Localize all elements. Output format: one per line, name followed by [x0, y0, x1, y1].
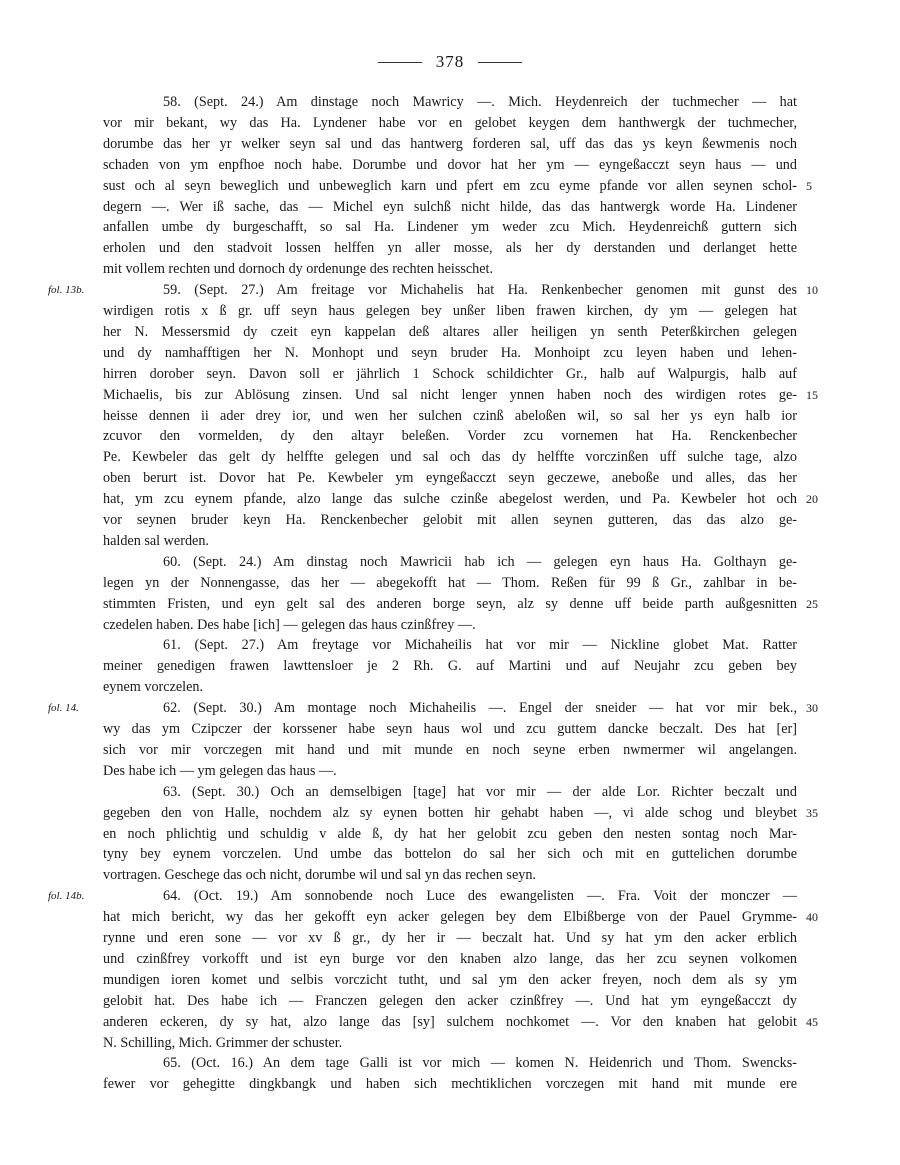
text-line: wy das ym Czipczer der korssener habe seyn haus wol und zcu guttem dancke beczalt. Des hat [er]	[103, 721, 797, 737]
text-line: schaden von ym enpfhoe noch habe. Dorumbe und dovor hat her ym — eyngeßacczt seyn haus — und	[103, 156, 797, 173]
text-line: vor seynen bruder keyn Ha. Renckenbecher gelobit mit allen seynen gutteren, das das alzo ge-	[103, 512, 797, 528]
text-line: 63. (Sept. 30.) Och an demselbigen [tage] hat vor mir — der alde Lor. Richter beczalt und	[163, 783, 797, 800]
folio-note: fol. 14.	[48, 702, 79, 715]
line-number: 15	[806, 387, 818, 402]
text-line: hat mich bericht, wy das her gekofft eyn acker gelegen bey dem Elbißberge von der Pauel Grymme-	[103, 909, 797, 926]
line-number: 45	[806, 1014, 818, 1029]
folio-note: fol. 14b.	[48, 890, 85, 903]
text-line: 62. (Sept. 30.) Am montage noch Michaheilis —. Engel der sneider — hat vor mir bek.,	[163, 700, 797, 717]
text-line: 64. (Oct. 19.) Am sonnobende noch Luce des ewangelisten —. Fra. Voit der monczer —	[163, 888, 797, 905]
text-line: Michaelis, bis zur Ablösung zinsen. Und sal nicht lenger ynnen haben noch des wirdigen rotes ge-	[103, 386, 797, 403]
text-line: N. Schilling, Mich. Grimmer der schuster.	[103, 1034, 343, 1051]
text-line: hat, ym zcu eynem pfande, alzo lange das sulche czinße abegelost werden, und Pa. Kewbeler hot och	[103, 491, 797, 508]
line-number: 20	[806, 492, 818, 507]
text-line: 58. (Sept. 24.) Am dinstage noch Mawricy —. Mich. Heydenreich der tuchmecher — hat	[163, 94, 797, 110]
text-line: und czinßfrey vorkofft und ist eyn burge vor den knaben alzo lange, das her zcu seynen volkomen	[103, 950, 797, 967]
line-number: 35	[806, 805, 818, 820]
text-line: her N. Messersmid dy czeit eyn kappelan deß altares aller heiligen yn senth Peterßkirchen gelegen	[103, 323, 797, 340]
text-line: 60. (Sept. 24.) Am dinstag noch Mawricii hab ich — gelegen eyn haus Ha. Golthayn ge-	[163, 553, 797, 570]
header-rule-left	[378, 62, 422, 63]
text-line: rynne und eren sone — vor xv ß gr., dy her ir — beczalt hat. Und sy hat ym den acker erblich	[103, 930, 797, 946]
text-line: eynem vorczelen.	[103, 679, 204, 696]
text-line: stimmten Fristen, und eyn gelt sal des anderen borge seyn, alz sy denne uff beide parth außgesnitten	[103, 595, 797, 612]
text-line: heisse dennen ii ader drey ior, und wen her sulchen czinß abeloßen wil, so sal her ys eyn halb ior	[103, 407, 797, 424]
text-line: vortragen. Geschege das och nicht, dorumbe wil und sal yn das rechen seyn.	[103, 867, 536, 884]
text-line: anderen eckeren, dy sy hat, alzo lange das [sy] sulchem nochkomet —. Vor den knaben hat gelobit	[103, 1013, 797, 1030]
text-line: dorumbe das her yr welker seyn sal und das hantwerg forderen sal, uff das das ys keyn ßewmenis noch	[103, 135, 797, 152]
line-number: 30	[806, 701, 818, 716]
line-number: 40	[806, 910, 818, 925]
text-line: tyny bey eynem vorczelen. Und umbe das bottelon do sal her sich och mit en guttelichen dorumbe	[103, 846, 797, 863]
text-line: halden sal werden.	[103, 532, 209, 549]
text-line: anfallen umbe dy burgeschafft, so sal Ha. Lindener ym weder zcu Mich. Heydenreichß guttern sich	[103, 219, 797, 236]
text-line: oben berurt ist. Dovor hat Pe. Kewbeler ym eyngeßacczt seyn geczewe, aneboße und alles, das her	[103, 470, 797, 487]
text-line: degern —. Wer iß sache, das — Michel eyn sulchß nicht hilde, das das hantwergk worde Ha. Lindener	[103, 198, 797, 215]
text-line: 59. (Sept. 27.) Am freitage vor Michahelis hat Ha. Renkenbecher genomen mit gunst des	[163, 282, 797, 299]
text-line: mundigen ioren komet und selbis vorczicht tutht, und sal ym den acker freyen, noch dem als sy ym	[103, 971, 797, 988]
text-line: vor mir bekant, wy das Ha. Lyndener habe vor en gelobet keygen dem hanthwergk der tuchmecher,	[103, 114, 797, 131]
header-rule-right	[478, 62, 522, 63]
text-line: gelobit hat. Des habe ich — Franczen gelegen den acker czinßfrey —. Und hat ym eyngeßacczt dy	[103, 992, 797, 1009]
text-line: hirren dorober seyn. Davon soll er jährlich 1 Schock schildichter Gr., halb auf Walpurgis, halb auf	[103, 365, 797, 382]
text-line: Des habe ich — ym gelegen das haus —.	[103, 762, 337, 779]
text-line: gegeben den von Halle, nochdem alz sy eynen botten hir gehabt haben —, vi alde schog und bleybet	[103, 804, 797, 821]
page-number: 378	[435, 52, 465, 71]
text-line: mit vollem rechten und dornoch dy ordenunge des rechten heisschet.	[103, 261, 494, 278]
text-line: legen yn der Nonnengasse, das her — abegekofft hat — Thom. Reßen für 99 ß Gr., zahlbar in be-	[103, 574, 797, 591]
folio-note: fol. 13b.	[48, 284, 85, 297]
line-number: 10	[806, 283, 818, 298]
line-number: 5	[806, 178, 812, 193]
text-line: 61. (Sept. 27.) Am freytage vor Michaheilis hat vor mir — Nickline globet Mat. Ratter	[163, 637, 797, 654]
text-line: zcuvor den vormelden, dy den altayr beleßen. Vorder zcu vornemen hat Ha. Renckenbecher	[103, 428, 797, 445]
text-line: erholen und den stadvoit lossen helffen yn aller mosse, als her dy derstanden und derlanget hette	[103, 240, 797, 257]
text-line: 65. (Oct. 16.) An dem tage Galli ist vor mich — komen N. Heidenrich und Thom. Swencks-	[163, 1055, 797, 1072]
text-line: sust och al seyn beweglich und unbeweglich karn und pfert em zcu eyme pfande vor allen seynen schol-	[103, 177, 797, 194]
text-line: und dy namhafftigen her N. Monhopt und seyn bruder Ha. Monhoipt zcu leyen haben und lehen-	[103, 344, 797, 361]
text-line: meiner genedigen frawen lawttensloer je 2 Rh. G. auf Martini und auf Neujahr zcu geben bey	[103, 658, 797, 675]
text-line: fewer vor gehegitte dingkbangk und haben sich mechtiklichen vorczegen mit hand mit munde ere	[103, 1076, 797, 1093]
text-line: czedelen haben. Des habe [ich] — gelegen das haus czinßfrey —.	[103, 616, 476, 633]
text-line: Pe. Kewbeler das gelt dy helffte gelegen und sal och das dy helffte vorczinßen uff sulche tage, alzo	[103, 449, 797, 466]
page-header	[0, 52, 900, 72]
line-number: 25	[806, 596, 818, 611]
text-line: wirdigen rotis x ß gr. uff seyn haus gelegen bey unßer liben frawen kirchen, dy ym — gelegen hat	[103, 303, 797, 319]
text-line: en noch phlichtig und schuldig v alde ß, dy hat her gelobit zcu geben den nesten sontag noch Mar-	[103, 825, 797, 842]
text-line: sich vor mir vorczegen mit hand und mit munde en noch seyne erben nwmermer wil angelangen.	[103, 741, 797, 758]
